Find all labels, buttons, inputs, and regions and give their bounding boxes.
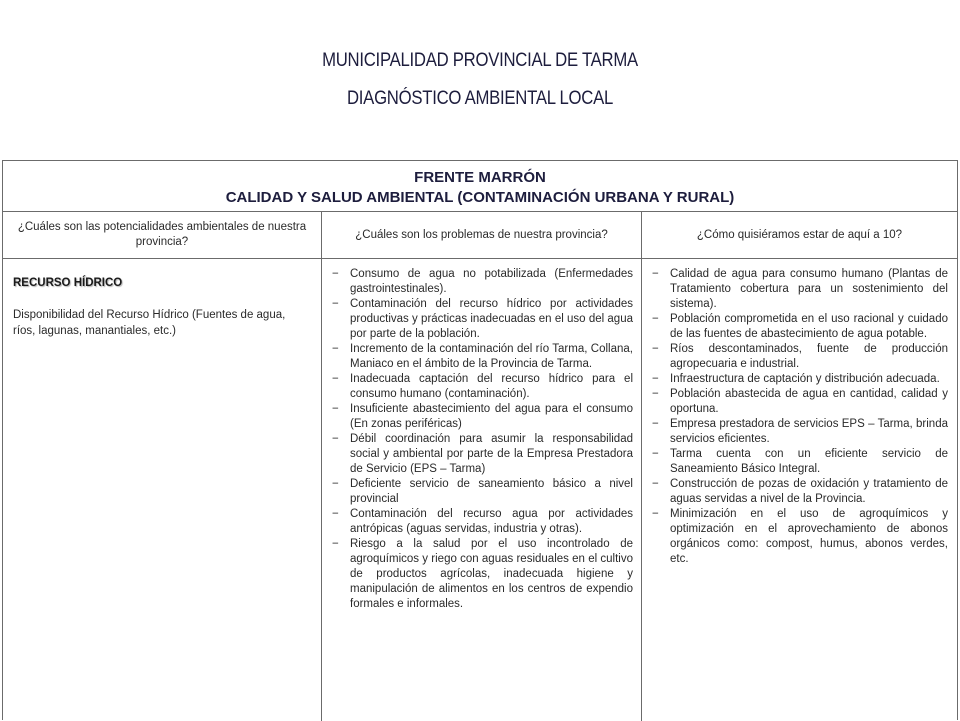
vision-item: − Tarma cuenta con un eficiente servicio de Saneamiento Básico Integral. [648,447,948,477]
problem-item: − Débil coordinación para asumir la responsabilidad social y ambiental por parte de la Empresa Prestadora de Servicio (EPS – Tarma) [328,432,633,477]
vision-item: − Empresa prestadora de servicios EPS – Tarma, brinda servicios eficientes. [648,417,948,447]
front-subtitle: CALIDAD Y SALUD AMBIENTAL (CONTAMINACIÓN URBANA Y RURAL) [225,189,735,206]
vision-item: − Infraestructura de captación y distribución adecuada. [648,372,948,387]
vision-item: − Ríos descontaminados, fuente de producción agropecuaria e industrial. [648,342,948,372]
vision-item: − Minimización en el uso de agroquímicos y optimización en el aprovechamiento de abonos orgánicos como: compost, humus, abonos verdes, etc. [648,507,948,567]
problems-list [328,267,633,612]
front-title: FRENTE MARRÓN [414,169,546,186]
question-vision: ¿Cómo quisiéramos estar de aquí a 10? [641,212,957,258]
problem-item: − Inadecuada captación del recurso hídrico para el consumo humano (contaminación). [328,372,633,402]
question-header-row [3,212,957,259]
vision-item: − Población comprometida en el uso racional y cuidado de las fuentes de abastecimiento de agua potable. [648,312,948,342]
problem-item: − Incremento de la contaminación del río Tarma, Collana, Maniaco en el ámbito de la Provincia de Tarma. [328,342,633,372]
document-header [0,0,960,160]
potentialities-cell [3,259,321,721]
problem-item: − Insuficiente abastecimiento del agua para el consumo (En zonas periféricas) [328,402,633,432]
institution-title: MUNICIPALIDAD PROVINCIAL DE TARMA [322,50,638,71]
problem-item: − Contaminación del recurso hídrico por actividades productivas y prácticas inadecuadas en el uso del agua por parte de la población. [328,297,633,342]
table-title-block [3,161,957,212]
problem-item: − Consumo de agua no potabilizada (Enfermedades gastrointestinales). [328,267,633,297]
question-potentialities: ¿Cuáles son las potencialidades ambientales de nuestra provincia? [17,221,307,248]
problem-item: − Contaminación del recurso agua por actividades antrópicas (aguas servidas, industria y otras). [328,507,633,537]
vision-item: − Calidad de agua para consumo humano (Plantas de Tratamiento cobertura para un sostenimiento del sistema). [648,267,948,312]
water-resource-description: Disponibilidad del Recurso Hídrico (Fuentes de agua, ríos, lagunas, manantiales, etc.) [13,309,286,337]
water-resource-heading: RECURSO HÍDRICO [13,277,123,289]
document-title: DIAGNÓSTICO AMBIENTAL LOCAL [346,88,614,109]
vision-item: − Población abastecida de agua en cantidad, calidad y oportuna. [648,387,948,417]
diagnosis-table [2,160,958,720]
problems-cell [321,259,641,721]
problem-item: − Deficiente servicio de saneamiento básico a nivel provincial [328,477,633,507]
question-problems: ¿Cuáles son los problemas de nuestra provincia? [321,212,641,258]
vision-cell [641,259,957,721]
vision-list [648,267,948,567]
table-body-row [3,259,957,721]
vision-item: − Construcción de pozas de oxidación y tratamiento de aguas servidas a nivel de la Provincia. [648,477,948,507]
problem-item: − Riesgo a la salud por el uso incontrolado de agroquímicos y riego con aguas residuales en el cultivo de productos agrícolas, inadecuada higiene y manipulación de alimentos en los centros de expendio formales e informales. [328,537,633,612]
